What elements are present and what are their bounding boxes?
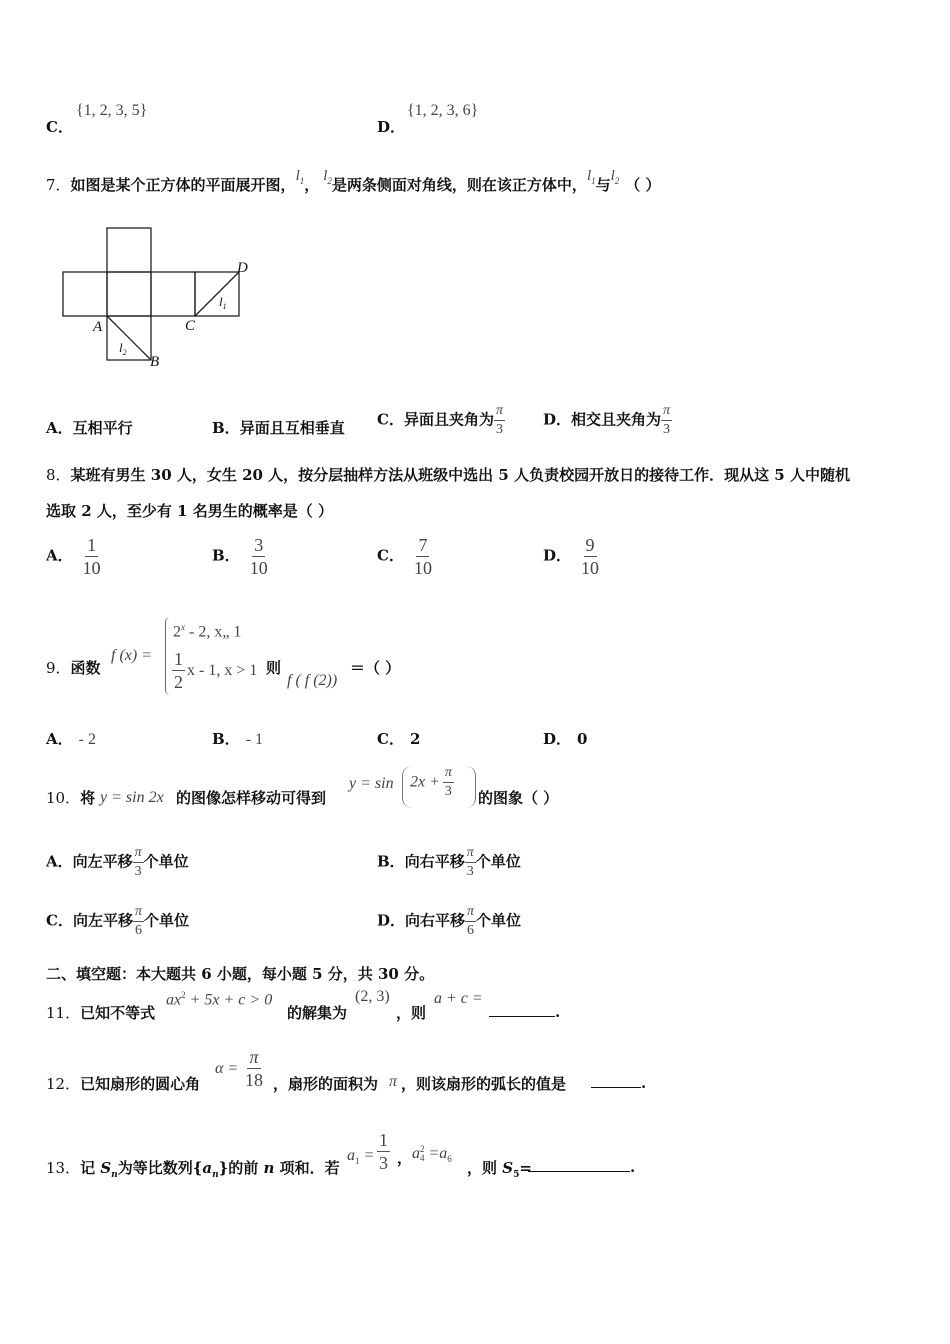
q9-option-c: C． 2 [377,730,421,748]
q9-option-d: D． 0 [543,730,588,748]
q10-expr2-a: y = sin [349,775,394,792]
diagonal-l1 [195,272,239,316]
q11-interval: (2, 3) [355,988,390,1005]
cube-net-figure [55,222,270,372]
q10-option-d: D．向右平移 $\frac{\pi}{6}$ 个单位 [377,904,522,938]
q13-a4: a 2 4 $=a_6$ [412,1144,452,1165]
q6-option-c-value: {1, 2, 3, 5} [76,102,148,119]
q7-stem: 7．如图是某个正方体的平面展开图，$l_1$， $l_2$是两条侧面对角线，则在该正方体中，$l_1$与$l_2$ （ ） [46,168,661,194]
q9-brace [165,617,170,695]
q11-stem-b: 的解集为 [287,1004,348,1022]
q13-answer-blank[interactable] [528,1157,630,1172]
q12-alpha: α = [215,1060,239,1077]
q13-comma: ， [397,1149,413,1167]
q10-stem-a: 10．将 [46,789,96,807]
q13-answer[interactable]: . [528,1157,635,1176]
net-face-left [63,272,107,316]
q8-option-b: B． $\frac{3}{10}$ [212,535,268,578]
net-face-top [107,228,151,272]
q11-answer[interactable]: . [489,1002,560,1021]
q10-option-a: A．向左平移 $\frac{\pi}{3}$ 个单位 [46,845,189,879]
q6-option-d-label: D． [377,118,406,136]
q6-option-d-value: {1, 2, 3, 6} [407,102,479,119]
q10-expr1: y = sin 2x [100,789,164,806]
q9-option-a: A． - 2 [46,730,96,748]
q13-stem: 13．记 $S_n$为等比数列$\{a_n\}$的前 n 项和．若 [46,1159,340,1180]
q8-stem-line1: 8．某班有男生 30 人，女生 20 人，按分层抽样方法从班级中选出 5 人负责校园开放日的接待工作．现从这 5 人中随机 [46,466,850,484]
q11-answer-blank[interactable] [489,1002,555,1017]
q10-stem-c: 的图象（ ） [478,789,559,807]
point-b-label: B [150,354,160,370]
q12-answer-blank[interactable] [591,1073,641,1088]
q12-frac: $\frac{\pi}{18}$ [245,1047,263,1090]
l1-label: $l_1$ [219,294,227,311]
point-a-label: A [93,319,103,335]
q12-stem-b: ，扇形的面积为 [273,1075,379,1093]
q10-option-c: C．向左平移 $\frac{\pi}{6}$ 个单位 [46,904,189,938]
q10-expr2-b: 2x + $\frac{\pi}{3}$ [410,765,452,799]
q9-stem-a: 9．函数 [46,659,101,677]
q9-option-b: B． - 1 [212,730,264,748]
q13-stem-end: ，则 $S_5=$ [467,1159,532,1180]
q7-option-c: C．异面且夹角为 $\frac{\pi}{3}$ [377,403,503,437]
q13-frac: $\frac{1}{3}$ [379,1130,388,1173]
l2-label: $l_2$ [119,340,127,357]
q9-fx: f (x) = [111,647,152,664]
q9-stem-c: ＝（ ） [350,659,401,677]
q10-option-b: B．向右平移 $\frac{\pi}{3}$ 个单位 [377,845,521,879]
q7-option-a: A．互相平行 [46,419,133,437]
q10-stem-b: 的图像怎样移动可得到 [176,789,327,807]
q9-stem-b: 则 [266,659,282,677]
section2-title: 二、填空题：本大题共 6 小题，每小题 5 分，共 30 分。 [46,965,435,983]
q12-stem-c: ，则该扇形的弧长的值是 [401,1075,567,1093]
q8-option-c: C． $\frac{7}{10}$ [377,535,432,578]
q6-option-c-label: C． [46,118,73,136]
q8-option-a: A． $\frac{1}{10}$ [46,535,101,578]
q9-case1: 2$^x$ - 2, x„ 1 [173,622,242,641]
q12-stem-a: 12．已知扇形的圆心角 [46,1075,201,1093]
point-d-label: D [237,260,248,276]
q8-option-d: D． $\frac{9}{10}$ [543,535,600,578]
q12-pi: π [389,1073,398,1090]
q9-case2: $\frac{1}{2}$ x - 1, x > 1 [174,649,258,692]
q12-answer[interactable]: . [591,1073,646,1092]
point-c-label: C [185,318,196,334]
q11-expr2: a + c = [434,990,483,1007]
q8-stem-line2: 选取 2 人，至少有 1 名男生的概率是（ ） [46,502,333,520]
diagonal-l2 [107,316,151,360]
q13-a1: $a_1$ = [347,1147,375,1167]
q9-ff: f ( f (2)) [287,672,338,689]
q7-option-d: D．相交且夹角为 $\frac{\pi}{3}$ [543,403,671,437]
q11-stem-a: 11．已知不等式 [46,1004,156,1022]
q11-expr: $ax^2 + 5x + c > 0$ [166,990,273,1009]
net-face-front [107,272,151,316]
q11-stem-c: ，则 [396,1004,427,1022]
net-face-right [151,272,195,316]
q7-option-b: B．异面且互相垂直 [212,419,345,437]
